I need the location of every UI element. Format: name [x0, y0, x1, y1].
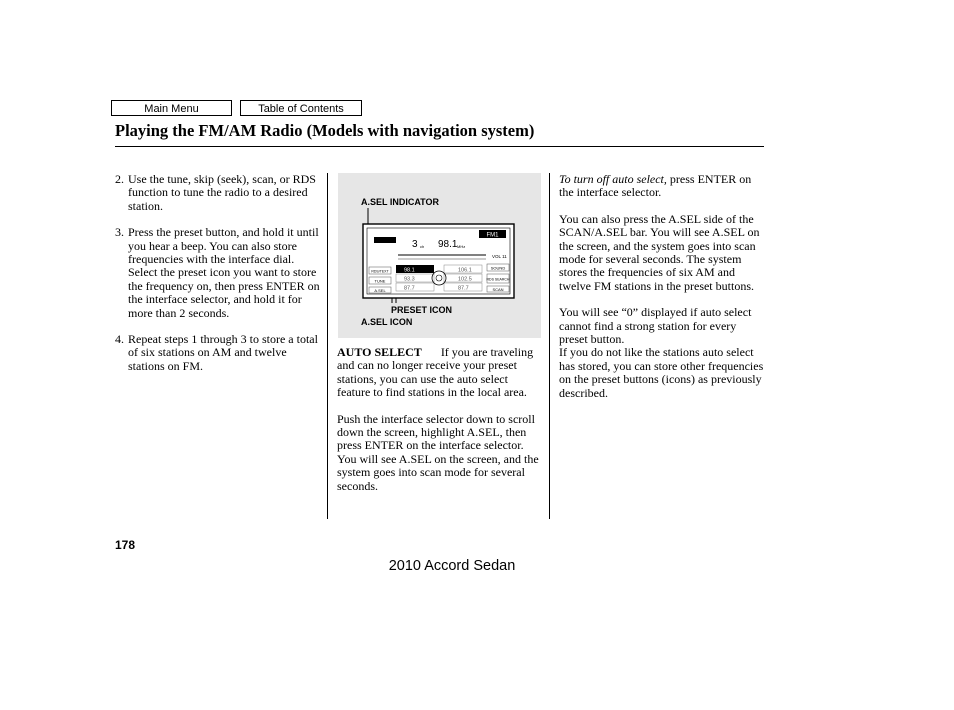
step-item [115, 333, 321, 373]
preset-1-freq: 98.1 [404, 267, 415, 274]
title-divider [115, 146, 764, 147]
radio-screen-figure [338, 173, 541, 338]
radio-display-diagram [338, 173, 541, 338]
preset-3-freq: 87.7 [404, 285, 415, 292]
preset-unit-text: ch [420, 244, 425, 249]
preset-5-freq: 102.5 [458, 276, 472, 283]
tune-button-label: TUNE [374, 278, 386, 284]
auto-select-paragraph [337, 346, 542, 400]
step-number: 3. [115, 225, 124, 240]
step-item [115, 173, 321, 213]
column-left [115, 173, 321, 386]
store-other-frequencies-paragraph: If you do not like the stations auto select has stored, you can store other frequencies on the preset buttons (icons) as previously described. [559, 345, 764, 400]
sound-button-label: SOUND [490, 265, 506, 271]
preset-4-freq: 106.1 [458, 267, 472, 274]
step-text: Repeat steps 1 through 3 to store a total of six stations on AM and twelve stations on FM. [128, 332, 318, 373]
step-text: Press the preset button, and hold it until you hear a beep. You can also store frequencies with the interface dial. Select the preset icon you want to store the frequency on, then press ENTER on the interface selector, and hold it for more than 2 seconds. [128, 225, 320, 320]
rds-text-button-label: RDS/TEXT [371, 269, 389, 274]
column-right [559, 173, 764, 413]
auto-select-instructions: Push the interface selector down to scroll down the screen, highlight A.SEL, then press ENTER on the interface selector. You will see A.SEL on the screen, and the system goes into scan mode for several seconds. [337, 411, 539, 493]
page-title: Playing the FM/AM Radio (Models with navigation system) [115, 121, 535, 140]
scan-button-label: SCAN [492, 287, 504, 292]
volume-text: VOL 11 [492, 254, 507, 259]
asel-button-label: A.SEL [374, 288, 386, 293]
column-divider-left [327, 173, 328, 519]
turn-off-auto-select-paragraph [559, 173, 764, 200]
asel-icon-label: A.SEL ICON [361, 317, 413, 327]
step-item [115, 226, 321, 320]
step-number: 2. [115, 172, 124, 186]
column-middle [337, 346, 542, 506]
preset-6-freq: 87.7 [458, 285, 469, 292]
footer-model-name: 2010 Accord Sedan [388, 558, 516, 574]
page-number: 178 [115, 538, 136, 552]
auto-select-intro: If you are traveling and can no longer receive your preset stations, you can use the auto select feature to find stations in the local area. [337, 345, 534, 400]
turn-off-lead: To turn off auto select, [559, 172, 667, 186]
table-of-contents-button[interactable]: Table of Contents [240, 100, 362, 116]
frequency-text: 98.1 [438, 239, 458, 250]
rds-search-button-label: RDS SEARCH [486, 277, 510, 282]
preset-number-text: 3 [412, 239, 418, 250]
preset-icon-label: PRESET ICON [391, 305, 453, 315]
band-text: FM1 [486, 232, 499, 239]
preset-2-freq: 93.3 [404, 276, 415, 283]
main-menu-button[interactable]: Main Menu [111, 100, 232, 116]
column-divider-right [549, 173, 550, 519]
step-text: Use the tune, skip (seek), scan, or RDS function to tune the radio to a desired station. [128, 172, 316, 213]
step-number: 4. [115, 332, 124, 347]
scan-asel-paragraph: You can also press the A.SEL side of the SCAN/A.SEL bar. You will see A.SEL on the screen, and the system goes into scan mode for several seconds. The system stores the frequencies of six AM and twelve FM stations in the preset buttons. [559, 211, 760, 293]
zero-displayed-paragraph: You will see “0” displayed if auto select cannot find a strong station for every preset button. [559, 305, 752, 347]
frequency-unit-text: MHz [457, 244, 466, 249]
turn-off-text: press ENTER on the interface selector. [559, 172, 752, 200]
auto-select-heading: AUTO SELECT [337, 345, 422, 359]
asel-indicator-label: A.SEL INDICATOR [361, 197, 440, 207]
